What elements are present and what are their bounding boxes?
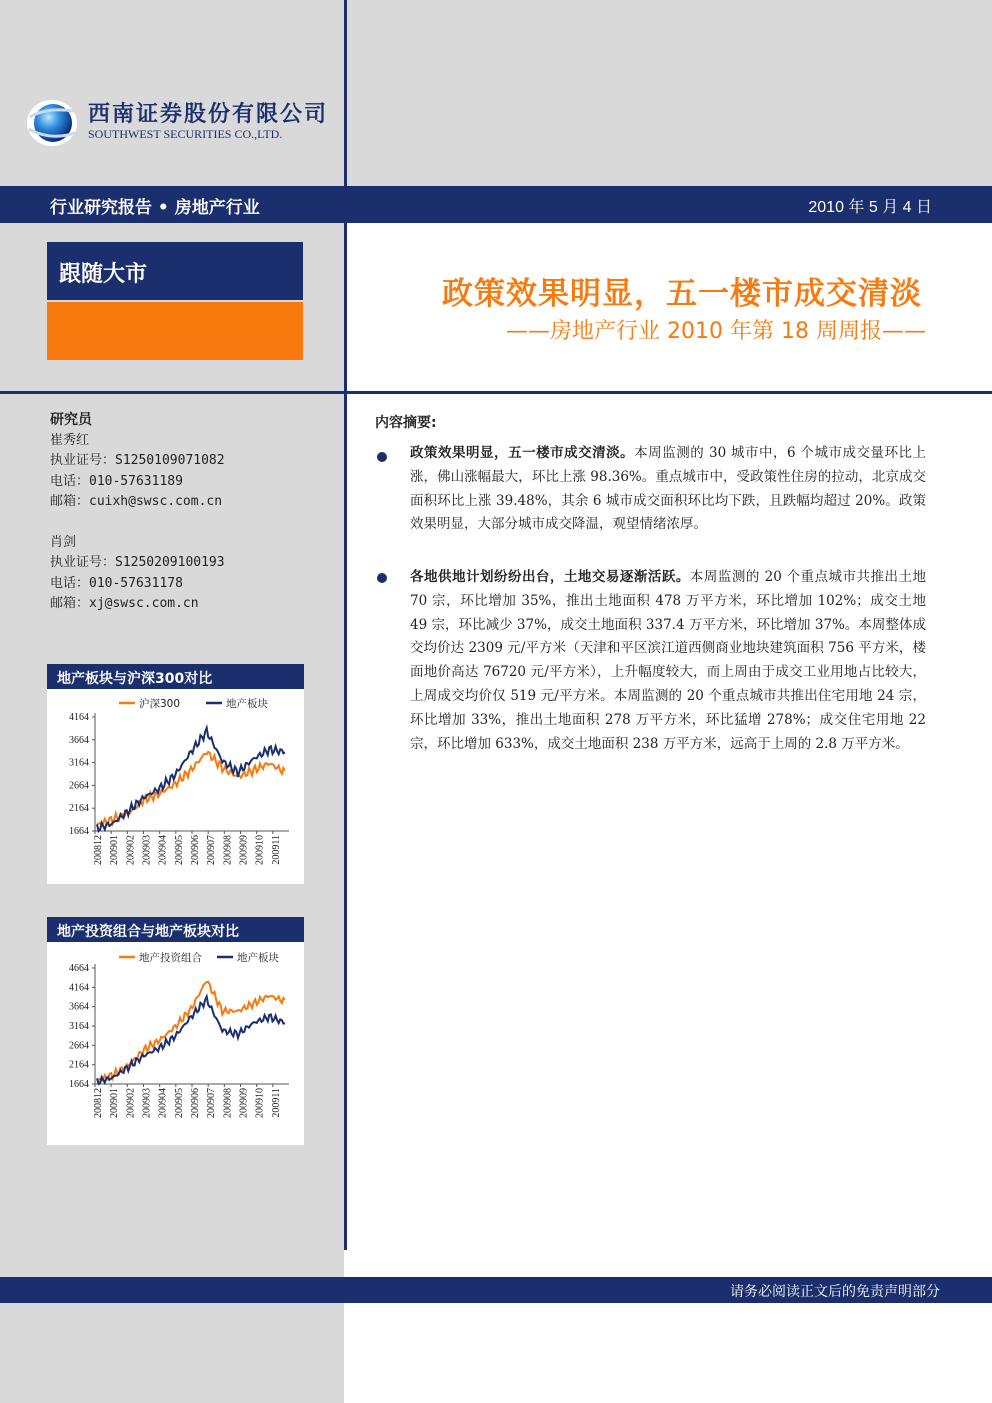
- x-tick-label: 200903: [141, 1088, 153, 1118]
- summary-heading: 内容摘要:: [375, 415, 437, 431]
- report-date: 2010 年 5 月 4 日: [808, 199, 932, 216]
- y-tick-label: 3664: [69, 734, 89, 746]
- y-tick-label: 1664: [69, 826, 89, 837]
- chart-title: 地产板块与沪深300对比: [47, 664, 304, 689]
- x-tick-label: 200908: [222, 835, 234, 865]
- line-chart: [47, 942, 304, 1145]
- analyst-name: 崔秀红: [50, 432, 90, 448]
- y-tick-label: 4664: [69, 963, 89, 974]
- summary-lead: 各地供地计划纷纷出台，土地交易逐渐活跃。: [410, 569, 690, 585]
- report-subtitle: ——房地产行业 2010 年第 18 周周报——: [506, 319, 926, 344]
- report-header-bar: [0, 186, 992, 223]
- x-tick-label: 200907: [206, 1088, 218, 1118]
- summary-paragraph: [410, 442, 926, 537]
- chart-sector-vs-hs300: [47, 664, 304, 884]
- analyst-license: 执业证号：S1250109071082: [50, 453, 225, 468]
- x-tick-label: 200910: [254, 1088, 266, 1118]
- analyst-phone: 电话：010-57631178: [50, 575, 183, 591]
- y-tick-label: 3164: [69, 757, 89, 769]
- x-tick-label: 200903: [141, 835, 153, 865]
- y-tick-label: 3664: [69, 1001, 89, 1013]
- analyst-email[interactable]: 邮箱：xj@swsc.com.cn: [50, 596, 199, 611]
- analyst-license: 执业证号：S1250209100193: [50, 555, 225, 570]
- x-tick-label: 200911: [270, 1088, 282, 1118]
- rating-accent-block: [47, 302, 303, 360]
- chart-portfolio-vs-sector: [47, 917, 304, 1145]
- summary-paragraph: [410, 566, 926, 756]
- legend-label: 沪深300: [139, 698, 181, 710]
- legend-label: 地产板块: [226, 698, 268, 710]
- x-tick-label: 200909: [238, 835, 250, 865]
- legend-label: 地产投资组合: [139, 952, 202, 964]
- legend-label: 地产板块: [237, 952, 279, 964]
- footer-bar: [0, 1277, 992, 1303]
- x-tick-label: 200905: [173, 1088, 185, 1118]
- rating-label: 跟随大市: [47, 242, 303, 300]
- y-tick-label: 1664: [69, 1079, 89, 1090]
- x-tick-label: 200906: [190, 835, 201, 865]
- disclaimer-notice[interactable]: 请务必阅读正文后的免责声明部分: [730, 1284, 940, 1300]
- summary-lead: 政策效果明显，五一楼市成交清淡。: [410, 445, 635, 461]
- x-tick-label: 200907: [206, 835, 218, 865]
- y-tick-label: 2164: [69, 803, 89, 815]
- analyst-name: 肖剑: [50, 534, 77, 550]
- x-tick-label: 200910: [254, 835, 266, 865]
- horizontal-divider: [0, 391, 992, 394]
- x-tick-label: 200909: [238, 1088, 250, 1118]
- summary-body: 本周监测的 20 个重点城市共推出土地 70 宗，环比增加 35%，推出土地面积 478 万平方米，环比增加 102%；成交土地 49 宗，环比减少 37%，成交土地面积 337.4 万平方米，环比增加 37%。本周整体成交均价达 2309 元/平方米（天津和平区滨江道西侧商业地块建筑面积 756 平方米，楼面地价高达 76720 元/平方米），上升幅度较大，而上周由于成交工业用地占比较大，上周成交均价仅 519 元/平方米。本周监测的 20 个重点城市共推出住宅用地 24 宗，环比增加 33%，推出土地面积 278 万平方米，环比猛增 278%；成交住宅用地 22 宗，环比增加 633%，成交土地面积 238 万平方米，远高于上周的 2.8 万平方米。: [410, 569, 927, 752]
- globe-logo-icon: [26, 99, 78, 147]
- y-tick-label: 3164: [69, 1021, 89, 1032]
- report-title: 政策效果明显，五一楼市成交清淡: [442, 276, 922, 312]
- x-tick-label: 200905: [173, 835, 185, 865]
- analyst-email[interactable]: 邮箱：cuixh@swsc.com.cn: [50, 494, 223, 509]
- y-tick-label: 2664: [69, 1040, 89, 1052]
- report-type: 行业研究报告 • 房地产行业: [50, 198, 260, 218]
- y-tick-label: 2664: [69, 780, 89, 792]
- x-tick-label: 200901: [109, 835, 121, 865]
- company-name-en: SOUTHWEST SECURITIES CO.,LTD.: [88, 127, 283, 141]
- x-tick-label: 200812: [93, 1088, 104, 1118]
- summary-body: 本周监测的 30 城市中，6 个城市成交量环比上涨，佛山涨幅最大，环比上涨 98.36%。重点城市中，受政策性住房的拉动，北京成交面积环比上涨 39.48%，其余 6 城市成交面积环比均下跌，且跌幅均超过 20%。政策效果明显，大部分城市成交降温，观望情绪浓厚。: [410, 445, 927, 533]
- x-tick-label: 200904: [157, 1088, 169, 1118]
- chart-title: 地产投资组合与地产板块对比: [47, 917, 304, 942]
- company-name-cn: 西南证券股份有限公司: [88, 102, 329, 127]
- x-tick-label: 200901: [109, 1088, 121, 1118]
- x-tick-label: 200908: [222, 1088, 234, 1118]
- x-tick-label: 200911: [270, 835, 282, 865]
- x-tick-label: 200902: [125, 1088, 137, 1118]
- analyst-info: [50, 410, 225, 615]
- analyst-heading: 研究员: [50, 412, 92, 428]
- y-tick-label: 4164: [69, 712, 89, 723]
- x-tick-label: 200904: [157, 835, 169, 865]
- x-tick-label: 200902: [125, 835, 137, 865]
- header-background: [347, 0, 992, 186]
- analyst-phone: 电话：010-57631189: [50, 473, 183, 489]
- bullet-icon: [377, 452, 387, 462]
- y-tick-label: 4164: [69, 982, 89, 994]
- y-tick-label: 2164: [69, 1059, 89, 1071]
- x-tick-label: 200906: [190, 1088, 201, 1118]
- series-line-b: [97, 997, 285, 1085]
- line-chart: [47, 689, 304, 884]
- x-tick-label: 200812: [93, 835, 104, 865]
- bullet-icon: [377, 573, 387, 583]
